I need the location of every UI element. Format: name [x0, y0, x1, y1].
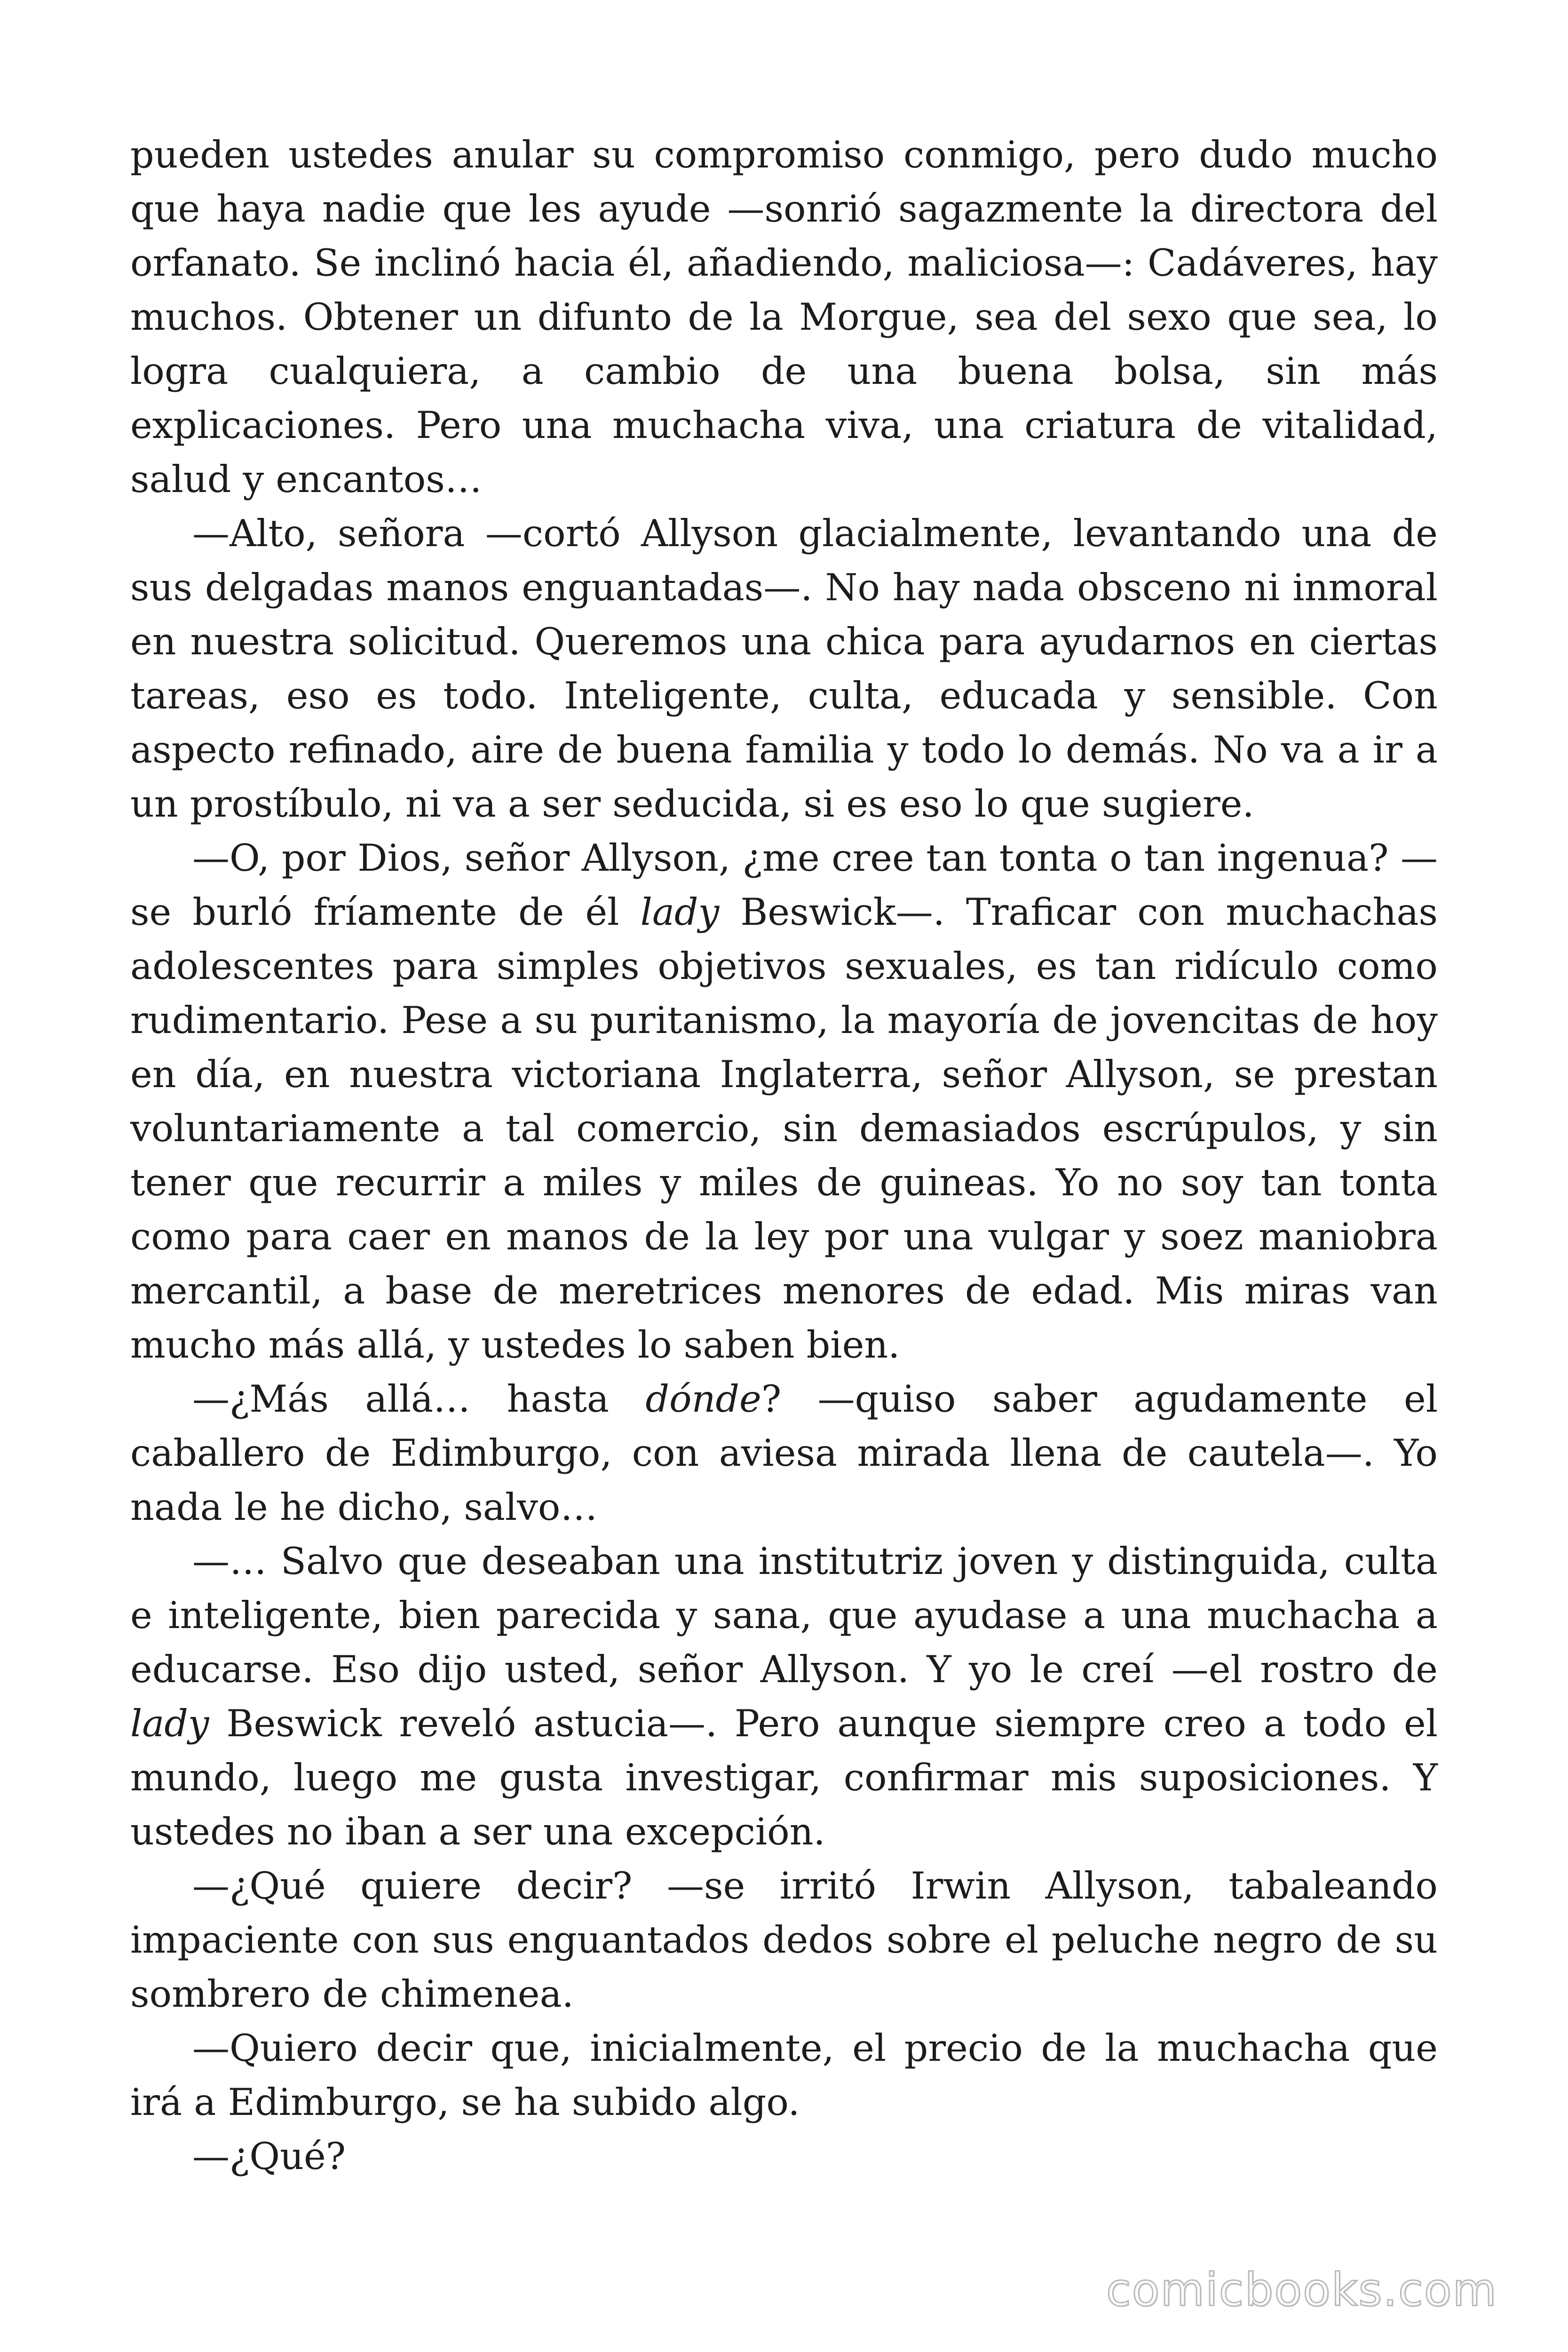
paragraph [130, 831, 1438, 1372]
text-segment: —¿Qué quiere decir? —se irritó Irwin Allyson, tabaleando impaciente con sus enguantados dedos sobre el peluche negro de su sombrero de chimenea. [130, 1864, 1438, 2016]
paragraph [130, 1534, 1438, 1859]
italic-word: lady [640, 890, 720, 934]
text-segment: —O, por Dios, señor Allyson, ¿me cree tan tonta o tan ingenua? —se burló fríamente de él [130, 836, 1438, 934]
paragraph [130, 128, 1438, 507]
paragraph [130, 2021, 1438, 2130]
text-segment: —Alto, señora —cortó Allyson glacialmente, levantando una de sus delgadas manos enguantadas—. No hay nada obsceno ni inmoral en nuestra solicitud. Queremos una chica para ayudarnos en ciertas tareas, eso es todo. Inteligente, culta, educada y sensible. Con aspecto refinado, aire de buena familia y todo lo demás. No va a ir a un prostíbulo, ni va a ser seducida, si es eso lo que sugiere. [130, 512, 1438, 826]
text-segment: ? —quiso saber agudamente el caballero de Edimburgo, con aviesa mirada llena de cautela—. Yo nada le he dicho, salvo… [130, 1377, 1438, 1529]
page-body-text [130, 128, 1438, 2184]
paragraph [130, 507, 1438, 831]
text-segment: —Quiero decir que, inicialmente, el precio de la muchacha que irá a Edimburgo, se ha subido algo. [130, 2026, 1438, 2124]
text-segment: —¿Más allá… hasta [192, 1377, 646, 1421]
text-segment: pueden ustedes anular su compromiso conmigo, pero dudo mucho que haya nadie que les ayude —sonrió sagazmente la directora del orfanato. Se inclinó hacia él, añadiendo, maliciosa—: Cadáveres, hay muchos. Obtener un difunto de la Morgue, sea del sexo que sea, lo logra cualquiera, a cambio de una buena bolsa, sin más explicaciones. Pero una muchacha viva, una criatura de vitalidad, salud y encantos… [130, 133, 1438, 501]
italic-word: lady [130, 1702, 209, 1745]
text-segment: Beswick—. Traficar con muchachas adolescentes para simples objetivos sexuales, es tan ridículo como rudimentario. Pese a su puritanismo, la mayoría de jovencitas de hoy en día, en nuestra victoriana Inglaterra, señor Allyson, se prestan voluntariamente a tal comercio, sin demasiados escrúpulos, y sin tener que recurrir a miles y miles de guineas. Yo no soy tan tonta como para caer en manos de la ley por una vulgar y soez maniobra mercantil, a base de meretrices menores de edad. Mis miras van mucho más allá, y ustedes lo saben bien. [130, 890, 1438, 1367]
paragraph [130, 1859, 1438, 2021]
text-segment: Beswick reveló astucia—. Pero aunque siempre creo a todo el mundo, luego me gusta investigar, confirmar mis suposiciones. Y ustedes no iban a ser una excepción. [130, 1702, 1438, 1853]
paragraph [130, 2130, 1438, 2184]
text-segment: —… Salvo que deseaban una institutriz joven y distinguida, culta e inteligente, bien parecida y sana, que ayudase a una muchacha a educarse. Eso dijo usted, señor Allyson. Y yo le creí —el rostro de [130, 1540, 1438, 1691]
watermark: comicbooks.com [1106, 2264, 1497, 2316]
paragraph [130, 1372, 1438, 1534]
italic-word: dónde [645, 1377, 761, 1421]
text-segment: —¿Qué? [192, 2135, 346, 2178]
